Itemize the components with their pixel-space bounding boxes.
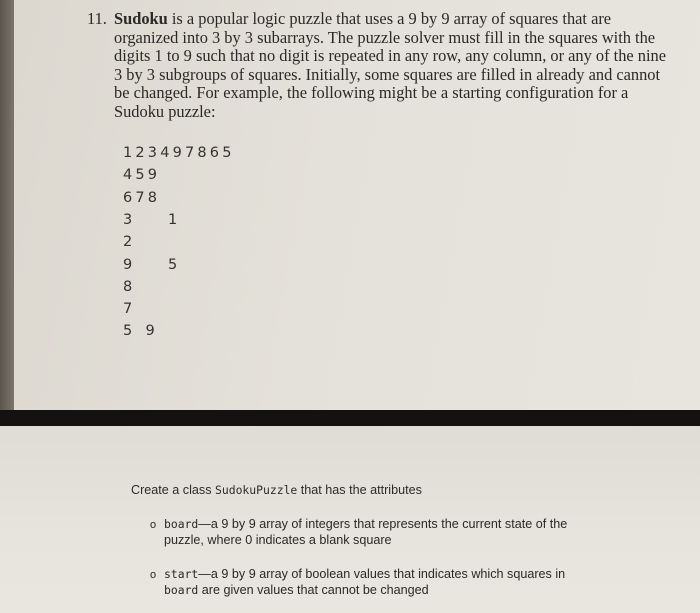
grid-cell: 5 — [123, 323, 133, 340]
grid-cell: 2 — [135, 145, 145, 161]
grid-cell: 6 — [123, 189, 133, 206]
attribute-start-text — [164, 566, 619, 598]
grid-cell: 8 — [147, 189, 158, 206]
grid-cell: 8 — [123, 278, 133, 295]
page-edge-shadow — [0, 0, 14, 410]
question-number: 11. — [87, 9, 107, 28]
grid-cell: 9 — [145, 323, 155, 340]
grid-cell: 9 — [147, 167, 158, 184]
attribute-name: start — [164, 567, 199, 581]
grid-cell: 5 — [168, 256, 178, 273]
class-name: SudokuPuzzle — [215, 483, 298, 497]
grid-cell: 9 — [172, 145, 182, 161]
grid-cell: 3 — [147, 145, 158, 161]
class-instruction-suffix: that has the attributes — [297, 483, 422, 497]
grid-cell: 8 — [197, 145, 207, 161]
lower-page — [0, 426, 700, 613]
grid-cell: 3 — [123, 211, 133, 228]
question-text — [114, 10, 674, 122]
grid-cell: 5 — [222, 145, 232, 161]
grid-cell: 9 — [123, 256, 133, 273]
question-title-word: Sudoku — [114, 9, 168, 28]
upper-page — [14, 0, 700, 410]
attribute-desc-line2: puzzle, where 0 indicates a blank square — [164, 533, 392, 547]
grid-cell: 7 — [185, 145, 195, 161]
grid-cell: 1 — [123, 145, 133, 161]
grid-cell: 2 — [123, 234, 133, 251]
grid-cell: 4 — [160, 145, 170, 161]
question-body: is a popular logic puzzle that uses a 9 by 9 array of squares that are organized into 3 by 3 subarrays. The puzzle solver must fill in the squares with the digits 1 to 9 such that no digit is repeated in any row, any column, or any of the nine 3 by 3 subgroups of squares. Initially, some squares are filled in already and cannot be changed. For example, the following might be a starting configuration for a Sudoku puzzle: — [114, 9, 667, 121]
attribute-desc-line1: —a 9 by 9 array of integers that represents the current state of the — [198, 517, 568, 531]
attribute-desc-line2: are given values that cannot be changed — [198, 583, 429, 597]
attribute-name: board — [164, 517, 199, 531]
bullet-marker: o — [150, 519, 157, 531]
class-instruction — [131, 483, 422, 497]
grid-cell: 6 — [209, 145, 220, 161]
grid-cell: 1 — [168, 211, 178, 228]
attribute-desc-line1: —a 9 by 9 array of boolean values that indicates which squares in — [198, 567, 566, 581]
attribute-code: board — [164, 583, 199, 597]
class-instruction-prefix: Create a class — [131, 483, 215, 497]
grid-cell: 7 — [135, 189, 145, 206]
grid-cell: 5 — [135, 167, 145, 184]
attribute-board-text — [164, 516, 619, 548]
page-divider — [0, 410, 700, 426]
grid-cell: 7 — [123, 301, 133, 318]
grid-cell: 4 — [123, 167, 133, 184]
bullet-marker: o — [150, 569, 157, 581]
